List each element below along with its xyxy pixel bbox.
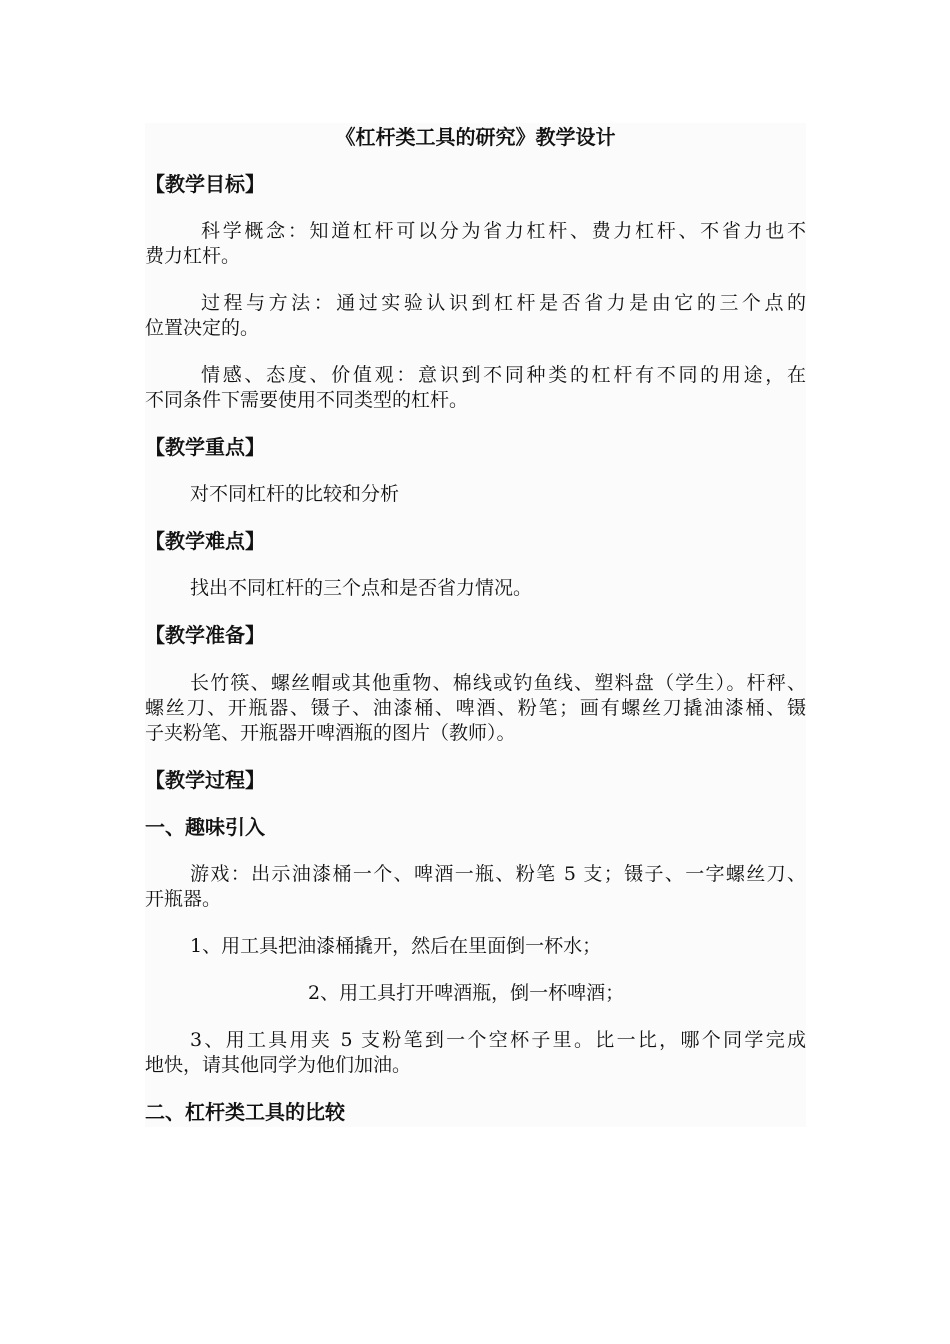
preparation-line3: 子夹粉笔、开瓶器开啤酒瓶的图片（教师）。	[145, 722, 516, 744]
part1-heading: 一、趣味引入	[145, 815, 265, 839]
preparation-line2: 螺丝刀、开瓶器、镊子、油漆桶、啤酒、粉笔；画有螺丝刀撬油漆桶、镊	[145, 697, 806, 719]
preparation-heading: 【教学准备】	[145, 623, 265, 647]
game-line1: 游戏：出示油漆桶一个、啤酒一瓶、粉笔 5 支；镊子、一字螺丝刀、	[190, 863, 806, 885]
key-points-text: 对不同杠杆的比较和分析	[190, 483, 400, 505]
difficulty-text: 找出不同杠杆的三个点和是否省力情况。	[190, 577, 533, 599]
objective-method-line1: 过程与方法：通过实验认识到杠杆是否省力是由它的三个点的	[201, 292, 806, 314]
document-page	[145, 123, 806, 1127]
part2-heading: 二、杠杆类工具的比较	[145, 1100, 345, 1124]
preparation-line1: 长竹筷、螺丝帽或其他重物、棉线或钓鱼线、塑料盘（学生）。杆秤、	[190, 672, 806, 694]
step-2: 2、用工具打开啤酒瓶，倒一杯啤酒；	[308, 982, 625, 1004]
step-1: 1、用工具把油漆桶撬开，然后在里面倒一杯水；	[190, 935, 602, 957]
key-points-heading: 【教学重点】	[145, 435, 265, 459]
objectives-heading: 【教学目标】	[145, 172, 265, 196]
objective-concept-line1: 科学概念：知道杠杆可以分为省力杠杆、费力杠杆、不省力也不	[201, 220, 806, 242]
objective-emotion-line2: 不同条件下需要使用不同类型的杠杆。	[145, 389, 469, 411]
process-heading: 【教学过程】	[145, 768, 265, 792]
document-title: 《杠杆类工具的研究》教学设计	[335, 125, 616, 149]
game-line2: 开瓶器。	[145, 888, 222, 910]
step-3-line1: 3、用工具用夹 5 支粉笔到一个空杯子里。比一比，哪个同学完成	[190, 1029, 806, 1051]
objective-emotion-line1: 情感、态度、价值观：意识到不同种类的杠杆有不同的用途，在	[201, 364, 806, 386]
step-3-line2: 地快，请其他同学为他们加油。	[145, 1054, 412, 1076]
objective-method-line2: 位置决定的。	[145, 317, 260, 339]
objective-concept-line2: 费力杠杆。	[145, 245, 241, 267]
difficulty-heading: 【教学难点】	[145, 529, 265, 553]
